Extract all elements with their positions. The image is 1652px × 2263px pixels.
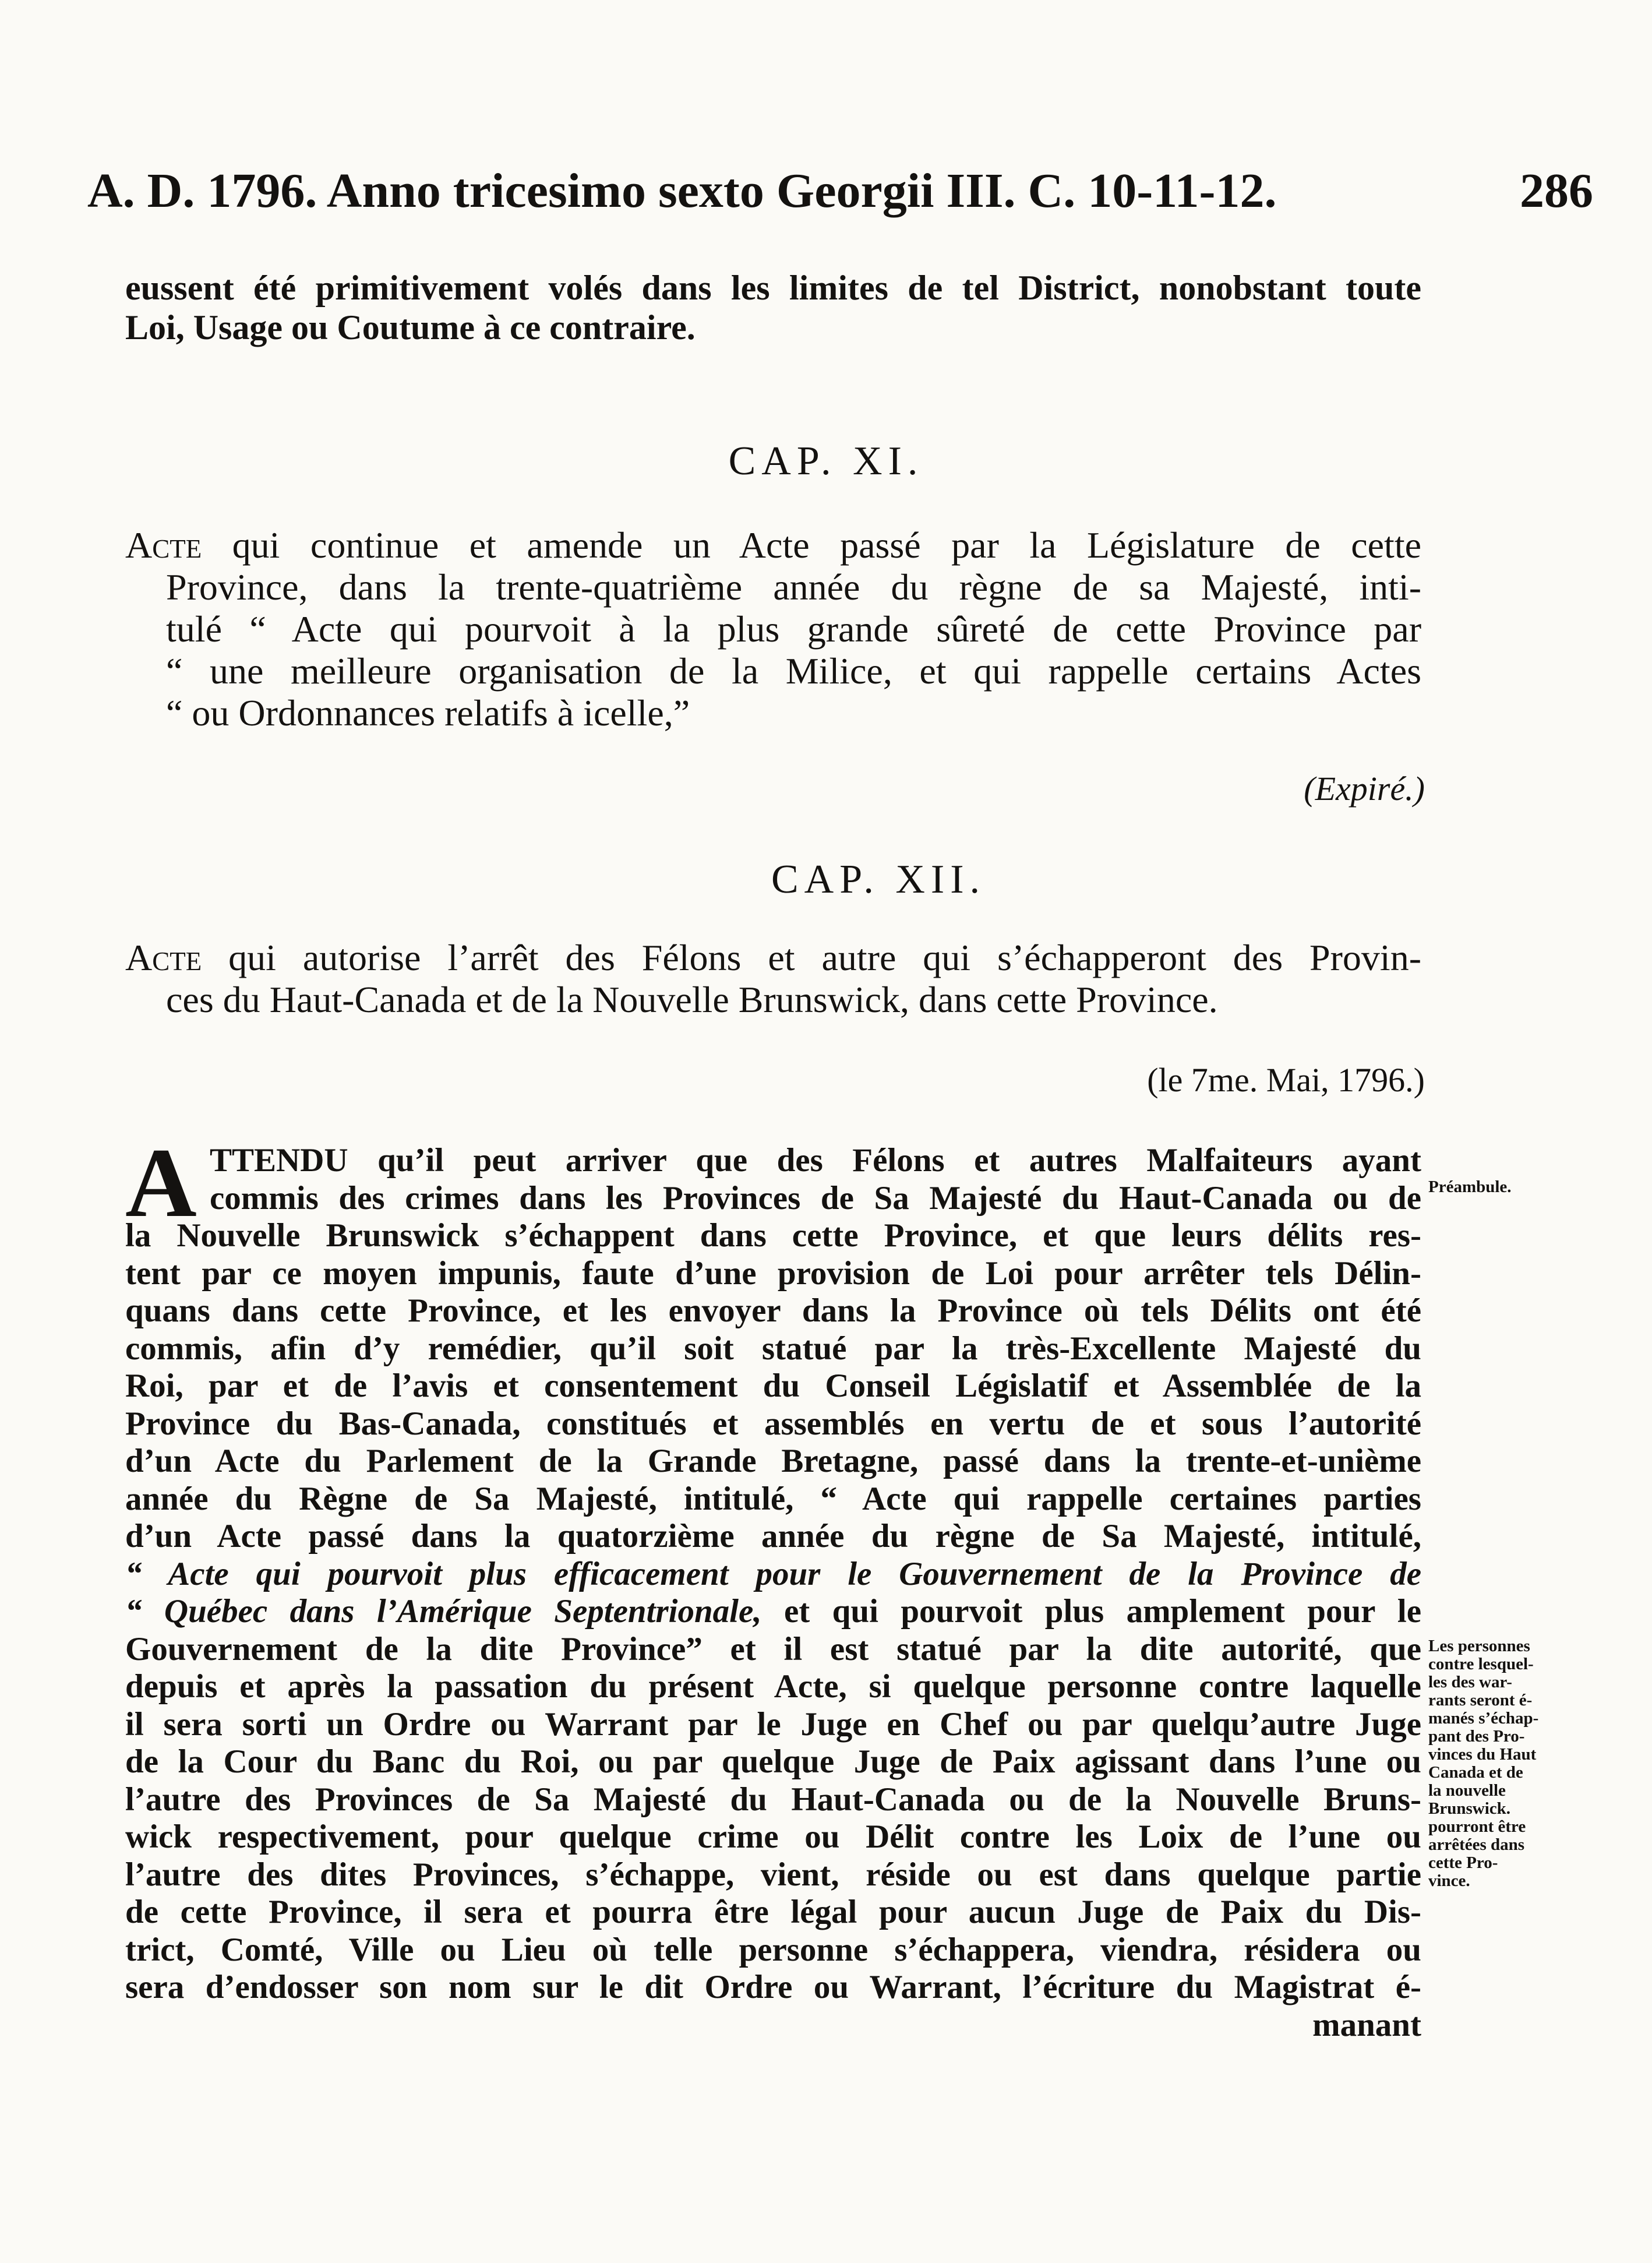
margin-note-line: contre lesquel- [1428,1655,1534,1673]
margin-note-line: arrêtées dans [1428,1835,1525,1854]
text-line: qui continue et amende un Acte passé par la Législature de cette [202,524,1421,566]
text-line: d’un Acte du Parlement de la Grande Bretagne, passé dans la trente-et-unième [125,1443,1421,1479]
margin-note-line: Canada et de [1428,1763,1523,1782]
margin-note-line: vince. [1428,1871,1470,1890]
text-line: année du Règne de Sa Majesté, intitulé, “ Acte qui rappelle certaines parties [125,1480,1421,1517]
drop-cap: A [125,1128,197,1238]
text-line: TTENDU qu’il peut arriver que des Félons et autres Malfaiteurs ayant [210,1142,1421,1179]
italic-text-line: “ Québec dans l’Amérique Septentrionale, [125,1593,762,1630]
margin-note-preamble: Préambule. [1428,1178,1512,1196]
assent-date: (le 7me. Mai, 1796.) [1147,1061,1425,1099]
text-line: “ ou Ordonnances relatifs à icelle,” [166,692,690,734]
text-line: Roi, par et de l’avis et consentement du Conseil Législatif et Assemblée de la [125,1367,1421,1404]
chapter-title-12 [125,937,1421,1021]
title-first-word: Acte [125,937,202,978]
margin-note-line: Brunswick. [1428,1799,1511,1818]
margin-note-line: pourront être [1428,1817,1526,1836]
margin-note-line: rants seront é- [1428,1691,1533,1709]
chapter-heading-11: CAP. XI. [728,439,924,484]
margin-note-line: vinces du Haut [1428,1745,1537,1764]
text-line: de la Cour du Banc du Roi, ou par quelque Juge de Paix agissant dans l’une ou [125,1743,1421,1780]
text-line: commis, afin d’y remédier, qu’il soit statué par la très-Excellente Majesté du [125,1330,1421,1367]
chapter-title-11 [125,524,1421,734]
text-line: wick respectivement, pour quelque crime ou Délit contre les Loix de l’une ou [125,1818,1421,1855]
margin-note-line: la nouvelle [1428,1781,1506,1800]
text-line: qui autorise l’arrêt des Félons et autre qui s’échapperont des Provin- [202,937,1421,978]
text-line: l’autre des Provinces de Sa Majesté du Haut-Canada ou de la Nouvelle Bruns- [125,1781,1421,1818]
text-line: tulé “ Acte qui pourvoit à la plus grande sûreté de cette Province par [166,608,1421,650]
chapter-heading-12: CAP. XII. [771,857,986,902]
text-line: ces du Haut-Canada et de la Nouvelle Brunswick, dans cette Province. [166,979,1218,1020]
margin-note-line: cette Pro- [1428,1853,1498,1872]
text-line: sera d’endosser son nom sur le dit Ordre ou Warrant, l’écriture du Magistrat é- [125,1969,1421,2005]
text-line: quans dans cette Province, et les envoyer dans la Province où tels Délits ont été [125,1292,1421,1329]
text-line: il sera sorti un Ordre ou Warrant par le Juge en Chef ou par quelqu’autre Juge [125,1705,1421,1743]
text-line: “ une meilleure organisation de la Milice, et qui rappelle certains Actes [166,650,1421,692]
text-line: Loi, Usage ou Coutume à ce contraire. [125,308,696,347]
text-line: de cette Province, il sera et pourra être légal pour aucun Juge de Paix du Dis- [125,1894,1421,1930]
page-number: 286 [1520,164,1593,218]
text-line: et qui pourvoit plus amplement pour le [761,1593,1421,1630]
text-line: Province, dans la trente-quatrième année du règne de sa Majesté, inti- [166,566,1421,608]
text-line: l’autre des dites Provinces, s’échappe, vient, réside ou est dans quelque partie [125,1856,1421,1893]
margin-note-line: manés s’échap- [1428,1709,1539,1728]
continuation-paragraph [125,268,1421,347]
text-line: la Nouvelle Brunswick s’échappent dans cette Province, et que leurs délits res- [125,1217,1421,1254]
text-line: d’un Acte passé dans la quatorzième année du règne de Sa Majesté, intitulé, [125,1518,1421,1555]
margin-note-line: Les personnes [1428,1637,1530,1655]
expired-status: (Expiré.) [1304,770,1425,808]
margin-note-line: pant des Pro- [1428,1727,1525,1746]
title-first-word: Acte [125,524,202,566]
running-head: A. D. 1796. Anno tricesimo sexto Georgii III. C. 10-11-12. [87,164,1277,218]
text-line: Province du Bas-Canada, constitués et assemblés en vertu de et sous l’autorité [125,1405,1421,1442]
italic-text-line: “ Acte qui pourvoit plus efficacement pour le Gouvernement de la Province de [125,1555,1421,1592]
text-line: Gouvernement de la dite Province” et il est statué par la dite autorité, que [125,1630,1421,1668]
text-line: depuis et après la passation du présent Acte, si quelque personne contre laquelle [125,1668,1421,1705]
text-line: tent par ce moyen impunis, faute d’une provision de Loi pour arrêter tels Délin- [125,1254,1421,1292]
text-line: eussent été primitivement volés dans les limites de tel District, nonobstant toute [125,269,1421,307]
margin-note [1428,1637,1538,1890]
body-text [125,1128,1421,2044]
catchword: manant [1312,2006,1421,2043]
text-line: trict, Comté, Ville ou Lieu où telle personne s’échappera, viendra, résidera ou [125,1931,1421,1968]
running-header [87,162,1593,220]
margin-note-line: les des war- [1428,1673,1512,1691]
text-line: commis des crimes dans les Provinces de Sa Majesté du Haut-Canada ou de [210,1179,1421,1217]
